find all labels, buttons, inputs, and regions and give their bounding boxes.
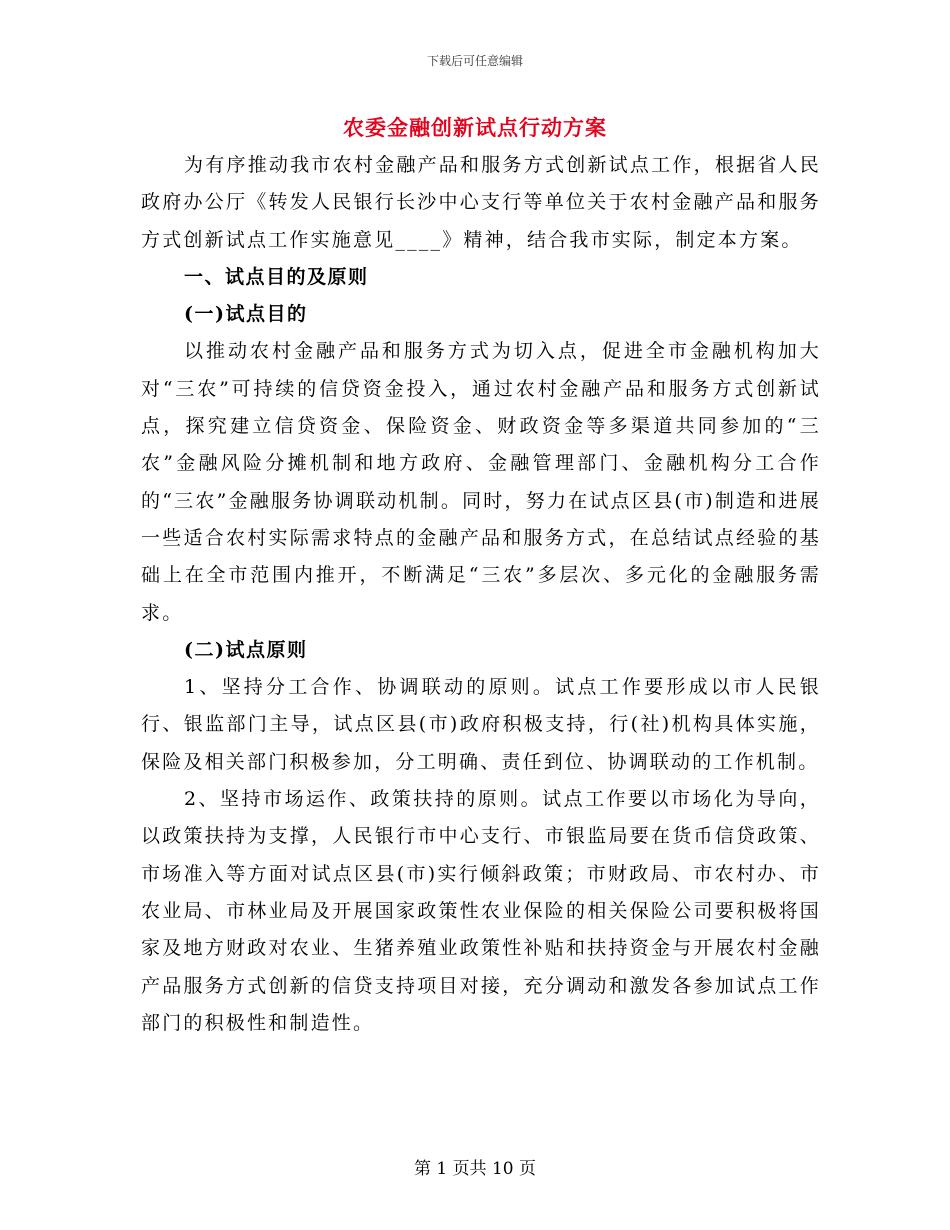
section-heading-1: 一、试点目的及原则 [184,265,369,288]
intro-paragraph: 为有序推动我市农村金融产品和服务方式创新试点工作，根据省人民政府办公厅《转发人民银行长沙中心支行等单位关于农村金融产品和服务方式创新试点工作实施意见____》精神，结合我市实际，制定本方案。 [141,154,821,251]
document-title: 农委金融创新试点行动方案 [343,115,607,140]
goal-paragraph: 以推动农村金融产品和服务方式为切入点，促进全市金融机构加大对“三农”可持续的信贷资金投入，通过农村金融产品和服务方式创新试点，探究建立信贷资金、保险资金、财政资金等多渠道共同参加的“三农”金融风险分摊机制和地方政府、金融管理部门、金融机构分工合作的“三农”金融服务协调联动机制。同时，努力在试点区县(市)制造和进展一些适合农村实际需求特点的金融产品和服务方式，在总结试点经验的基础上在全市范围内推开，不断满足“三农”多层次、多元化的金融服务需求。 [141,340,821,624]
subsection-heading-principle: (二)试点原则 [184,638,308,661]
page-header-note: 下载后可任意编辑 [426,54,523,68]
principle-paragraph-1: 1、坚持分工合作、协调联动的原则。试点工作要形成以市人民银行、银监部门主导，试点区县(市)政府积极支持，行(社)机构具体实施，保险及相关部门积极参加，分工明确、责任到位、协调联动的工作机制。 [141,676,821,773]
document-body [141,147,821,1042]
subsection-heading-goal: (一)试点目的 [184,303,308,326]
page-number-footer: 第 1 页共 10 页 [413,1159,537,1179]
principle-paragraph-2: 2、坚持市场运作、政策扶持的原则。试点工作要以市场化为导向，以政策扶持为支撑，人民银行市中心支行、市银监局要在货币信贷政策、市场准入等方面对试点区县(市)实行倾斜政策；市财政局、市农村办、市农业局、市林业局及开展国家政策性农业保险的相关保险公司要积极将国家及地方财政对农业、生猪养殖业政策性补贴和扶持资金与开展农村金融产品服务方式创新的信贷支持项目对接，充分调动和激发各参加试点工作部门的积极性和制造性。 [141,788,821,1034]
